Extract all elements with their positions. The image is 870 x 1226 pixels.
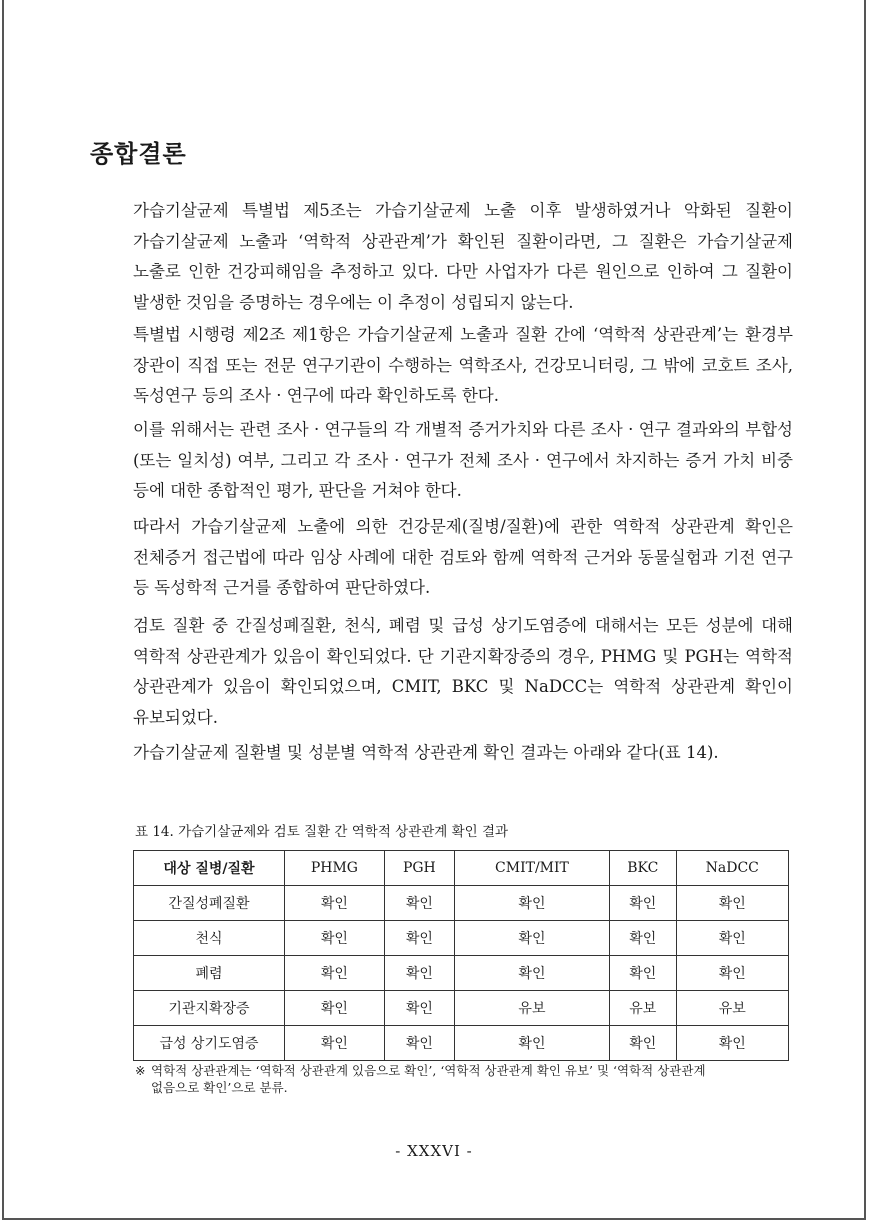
table-row <box>134 921 789 956</box>
result-cell: 확인 <box>285 921 385 956</box>
header-cell: PHMG <box>285 851 385 886</box>
table-row <box>134 956 789 991</box>
footnote-line-2: 없음으로 확인’으로 분류. <box>151 1080 288 1095</box>
result-cell: 확인 <box>610 886 677 921</box>
result-cell: 확인 <box>285 1026 385 1061</box>
reference-mark-icon: ※ <box>135 1063 146 1078</box>
result-cell: 확인 <box>454 921 609 956</box>
table-caption: 표 14. 가습기살균제와 검토 질환 간 역학적 상관관계 확인 결과 <box>135 824 509 840</box>
header-cell: BKC <box>610 851 677 886</box>
results-table <box>133 850 789 1061</box>
disease-cell: 폐렴 <box>134 956 285 991</box>
table-row <box>134 991 789 1026</box>
paragraph-1: 가습기살균제 특별법 제5조는 가습기살균제 노출 이후 발생하였거나 악화된 질환이 가습기살균제 노출과 ‘역학적 상관관계’가 확인된 질환이라면, 그 질환은 가습기살균제 노출로 인한 건강피해임을 추정하고 있다. 다만 사업자가 다른 원인으로 인하여 그 질환이 발생한 것임을 증명하는 경우에는 이 추정이 성립되지 않는다. <box>133 201 793 312</box>
result-cell: 확인 <box>454 886 609 921</box>
result-cell: 확인 <box>676 921 788 956</box>
result-cell: 확인 <box>384 991 454 1026</box>
result-cell: 확인 <box>676 886 788 921</box>
header-cell: PGH <box>384 851 454 886</box>
header-cell: CMIT/MIT <box>454 851 609 886</box>
table-header-row <box>134 851 789 886</box>
disease-cell: 기관지확장증 <box>134 991 285 1026</box>
disease-cell: 간질성폐질환 <box>134 886 285 921</box>
result-cell: 확인 <box>610 1026 677 1061</box>
paragraph-5: 검토 질환 중 간질성폐질환, 천식, 폐렴 및 급성 상기도염증에 대해서는 모든 성분에 대해 역학적 상관관계가 있음이 확인되었다. 단 기관지확장증의 경우, PHMG 및 PGH는 역학적 상관관계가 있음이 확인되었으며, CMIT, BKC 및 NaDCC는 역학적 상관관계 확인이 유보되었다. <box>133 616 793 727</box>
header-cell: 대상 질병/질환 <box>134 851 285 886</box>
table-footnote <box>135 1062 795 1096</box>
result-cell: 확인 <box>454 956 609 991</box>
page-number: - XXXVI - <box>395 1142 473 1160</box>
result-cell: 확인 <box>285 886 385 921</box>
result-cell: 확인 <box>285 991 385 1026</box>
disease-cell: 급성 상기도염증 <box>134 1026 285 1061</box>
result-cell: 유보 <box>676 991 788 1026</box>
result-cell: 확인 <box>384 1026 454 1061</box>
result-cell: 유보 <box>454 991 609 1026</box>
result-cell: 확인 <box>384 956 454 991</box>
section-title: 종합결론 <box>90 140 187 168</box>
result-cell: 확인 <box>384 886 454 921</box>
table-row <box>134 1026 789 1061</box>
result-cell: 확인 <box>384 921 454 956</box>
result-cell: 확인 <box>610 921 677 956</box>
disease-cell: 천식 <box>134 921 285 956</box>
paragraph-6: 가습기살균제 질환별 및 성분별 역학적 상관관계 확인 결과는 아래와 같다(표 14). <box>133 743 719 762</box>
result-cell: 확인 <box>454 1026 609 1061</box>
header-cell: NaDCC <box>676 851 788 886</box>
paragraph-4: 따라서 가습기살균제 노출에 의한 건강문제(질병/질환)에 관한 역학적 상관관계 확인은 전체증거 접근법에 따라 임상 사례에 대한 검토와 함께 역학적 근거와 동물실험과 기전 연구 등 독성학적 근거를 종합하여 판단하였다. <box>133 517 793 597</box>
paragraph-2: 특별법 시행령 제2조 제1항은 가습기살균제 노출과 질환 간에 ‘역학적 상관관계’는 환경부 장관이 직접 또는 전문 연구기관이 수행하는 역학조사, 건강모니터링, 그 밖에 코호트 조사, 독성연구 등의 조사 · 연구에 따라 확인하도록 한다. <box>133 325 793 405</box>
result-cell: 확인 <box>610 956 677 991</box>
table-row <box>134 886 789 921</box>
footnote-line-1: 역학적 상관관계는 ‘역학적 상관관계 있음으로 확인’, ‘역학적 상관관계 확인 유보’ 및 ‘역학적 상관관계 <box>151 1063 706 1078</box>
result-cell: 유보 <box>610 991 677 1026</box>
document-page <box>2 0 866 1220</box>
result-cell: 확인 <box>676 1026 788 1061</box>
paragraph-3: 이를 위해서는 관련 조사 · 연구들의 각 개별적 증거가치와 다른 조사 · 연구 결과와의 부합성(또는 일치성) 여부, 그리고 각 조사 · 연구가 전체 조사 · 연구에서 차지하는 증거 가치 비중 등에 대한 종합적인 평가, 판단을 거쳐야 한다. <box>133 420 793 500</box>
result-cell: 확인 <box>676 956 788 991</box>
result-cell: 확인 <box>285 956 385 991</box>
